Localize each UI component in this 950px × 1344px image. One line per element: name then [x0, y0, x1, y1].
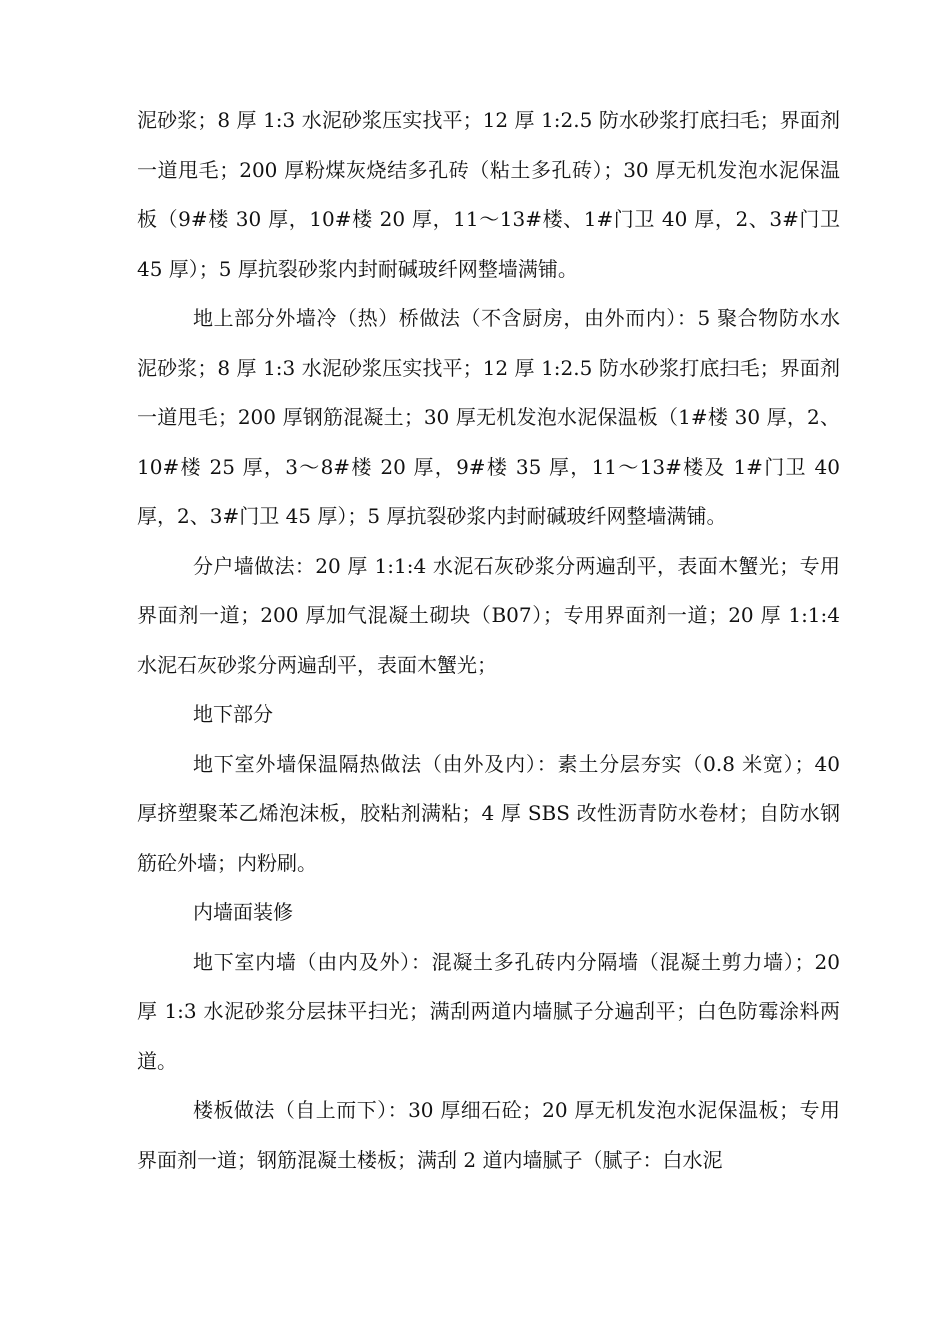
document-body	[137, 96, 840, 1185]
paragraph-basement-exterior-wall: 地下室外墙保温隔热做法（由外及内）：素土分层夯实（0.8 米宽）；40 厚挤塑聚苯乙烯泡沫板，胶粘剂满粘；4 厚 SBS 改性沥青防水卷材；自防水钢筋砼外墙；内粉刷。	[137, 751, 840, 875]
heading-underground: 地下部分	[193, 702, 273, 726]
heading-interior-finish: 内墙面装修	[193, 900, 293, 924]
paragraph-floor-slab: 楼板做法（自上而下）：30 厚细石砼；20 厚无机发泡水泥保温板；专用界面剂一道；钢筋混凝土楼板；满刮 2 道内墙腻子（腻子：白水泥	[137, 1098, 840, 1172]
paragraph-wall-continuation: 泥砂浆；8 厚 1:3 水泥砂浆压实找平；12 厚 1:2.5 防水砂浆打底扫毛；界面剂一道甩毛；200 厚粉煤灰烧结多孔砖（粘土多孔砖）；30 厚无机发泡水泥保温板（9#楼 30 厚，10#楼 20 厚，11～13#楼、1#门卫 40 厚，2、3#门卫 45 厚）；5 厚抗裂砂浆内封耐碱玻纤网整墙满铺。	[137, 108, 840, 281]
paragraph-thermal-bridge: 地上部分外墙冷（热）桥做法（不含厨房，由外而内）：5 聚合物防水水泥砂浆；8 厚 1:3 水泥砂浆压实找平；12 厚 1:2.5 防水砂浆打底扫毛；界面剂一道甩毛；200 厚钢筋混凝土；30 厚无机发泡水泥保温板（1#楼 30 厚，2、10#楼 25 厚，3～8#楼 20 厚，9#楼 35 厚，11～13#楼及 1#门卫 40 厚，2、3#门卫 45 厚）；5 厚抗裂砂浆内封耐碱玻纤网整墙满铺。	[137, 306, 840, 528]
paragraph-partition-wall: 分户墙做法：20 厚 1:1:4 水泥石灰砂浆分两遍刮平，表面木蟹光；专用界面剂一道；200 厚加气混凝土砌块（B07）；专用界面剂一道；20 厚 1:1:4 水泥石灰砂浆分两遍刮平，表面木蟹光；	[137, 553, 840, 677]
paragraph-basement-interior-wall: 地下室内墙（由内及外）：混凝土多孔砖内分隔墙（混凝土剪力墙）；20 厚 1:3 水泥砂浆分层抹平扫光；满刮两道内墙腻子分遍刮平；白色防霉涂料两道。	[137, 949, 840, 1073]
